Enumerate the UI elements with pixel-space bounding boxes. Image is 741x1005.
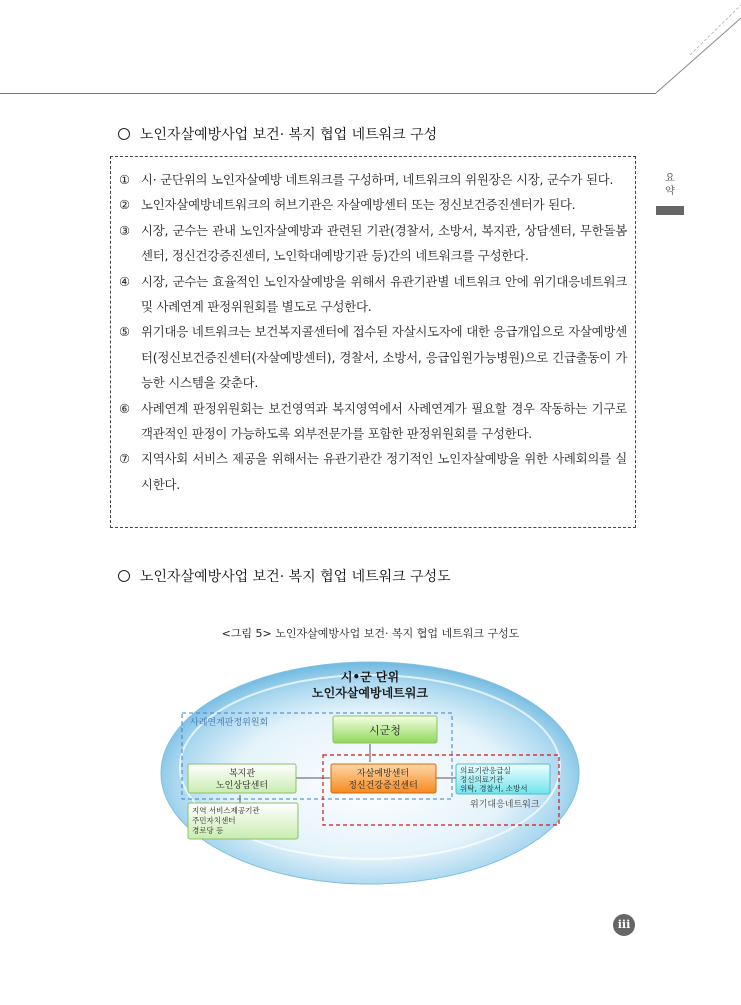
diagram-title-line2: 노인자살예방네트워크 — [312, 686, 428, 700]
list-item — [119, 218, 627, 269]
item-number: ⑥ — [119, 400, 131, 416]
welfare-center-line1: 복지관 — [228, 769, 256, 779]
item-number: ④ — [119, 273, 131, 289]
circle-bullet-icon — [118, 128, 130, 140]
list-item — [119, 269, 627, 320]
side-tab-marker — [656, 206, 684, 215]
list-item — [119, 192, 627, 217]
medical-line2: 정신의료기관 — [460, 775, 504, 784]
local-services-line2: 주민자치센터 — [192, 816, 236, 825]
header-corner-decoration — [0, 0, 741, 100]
section-title-network — [118, 124, 437, 144]
item-number: ⑤ — [119, 324, 131, 340]
page-number-badge: iii — [613, 914, 635, 936]
network-items-box — [110, 156, 636, 528]
item-number: ① — [119, 172, 131, 187]
item-number: ③ — [119, 222, 131, 238]
list-item — [119, 167, 627, 192]
network-diagram — [160, 655, 580, 885]
item-text: 시· 군단위의 노인자살예방 네트워크를 구성하며, 네트워크의 위원장은 시장, 군수가 된다. — [141, 172, 614, 187]
local-services-line3: 경로당 등 — [192, 826, 224, 835]
figure-caption: <그림 5> 노인자살예방사업 보건· 복지 협업 네트워크 구성도 — [221, 627, 520, 640]
list-item — [119, 446, 627, 497]
section-title-text: 노인자살예방사업 보건· 복지 협업 네트워크 구성 — [140, 127, 438, 143]
medical-line1: 의료기관응급실 — [460, 766, 511, 775]
diagram-title-line1: 시•군 단위 — [340, 670, 400, 684]
medical-line3: 위탁, 경찰서, 소방서 — [460, 784, 528, 793]
section-title-diagram — [118, 566, 451, 586]
item-text: 시장, 군수는 효율적인 노인자살예방을 위해서 유관기관별 네트워크 안에 위기대응네트워크 및 사례연계 판정위원회를 별도로 구성한다. — [141, 273, 627, 315]
side-tab[interactable] — [656, 172, 684, 198]
section-title-text: 노인자살예방사업 보건· 복지 협업 네트워크 구성도 — [140, 569, 451, 585]
city-office-label: 시군청 — [369, 724, 401, 737]
suicide-prevention-center-line2: 정신건강증진센터 — [348, 781, 418, 791]
welfare-center-line2: 노인상담센터 — [215, 781, 269, 791]
crisis-network-label: 위기대응네트워크 — [470, 800, 540, 810]
side-tab-char-2: 약 — [665, 186, 675, 197]
item-number: ⑦ — [119, 451, 131, 467]
side-tab-char-1: 요 — [665, 173, 675, 184]
item-text: 위기대응 네트워크는 보건복지콜센터에 접수된 자살시도자에 대한 응급개입으로 자살예방센터(정신보건증진센터(자살예방센터), 경찰서, 소방서, 응급입원가능병원)으로 긴급출동이 가능한 시스템을 갖춘다. — [141, 324, 627, 391]
item-number: ② — [119, 197, 131, 213]
list-item — [119, 319, 627, 395]
corner-diagonal-line — [656, 18, 741, 93]
item-text: 지역사회 서비스 제공을 위해서는 유관기관간 정기적인 노인자살예방을 위한 사례회의를 실시한다. — [141, 451, 627, 492]
circle-bullet-icon — [118, 570, 130, 582]
case-committee-label: 사례연계판정위원회 — [190, 718, 269, 728]
local-services-line1: 지역 서비스제공기관 — [192, 806, 260, 815]
list-item — [119, 396, 627, 447]
item-text: 노인자살예방네트워크의 허브기관은 자살예방센터 또는 정신보건증진센터가 된다. — [141, 197, 576, 213]
item-text: 사례연계 판정위원회는 보건영역과 복지영역에서 사례연계가 필요할 경우 작동하는 기구로 객관적인 판정이 가능하도록 외부전문가를 포함한 판정위원회를 구성한다. — [141, 400, 627, 442]
corner-dashed-line — [690, 5, 741, 55]
item-text: 시장, 군수는 관내 노인자살예방과 관련된 기관(경찰서, 소방서, 복지관, 상담센터, 무한돌봄센터, 정신건강증진센터, 노인학대예방기관 등)간의 네트워크를 구성한다. — [141, 222, 627, 264]
suicide-prevention-center-line1: 자살예방센터 — [356, 769, 410, 779]
